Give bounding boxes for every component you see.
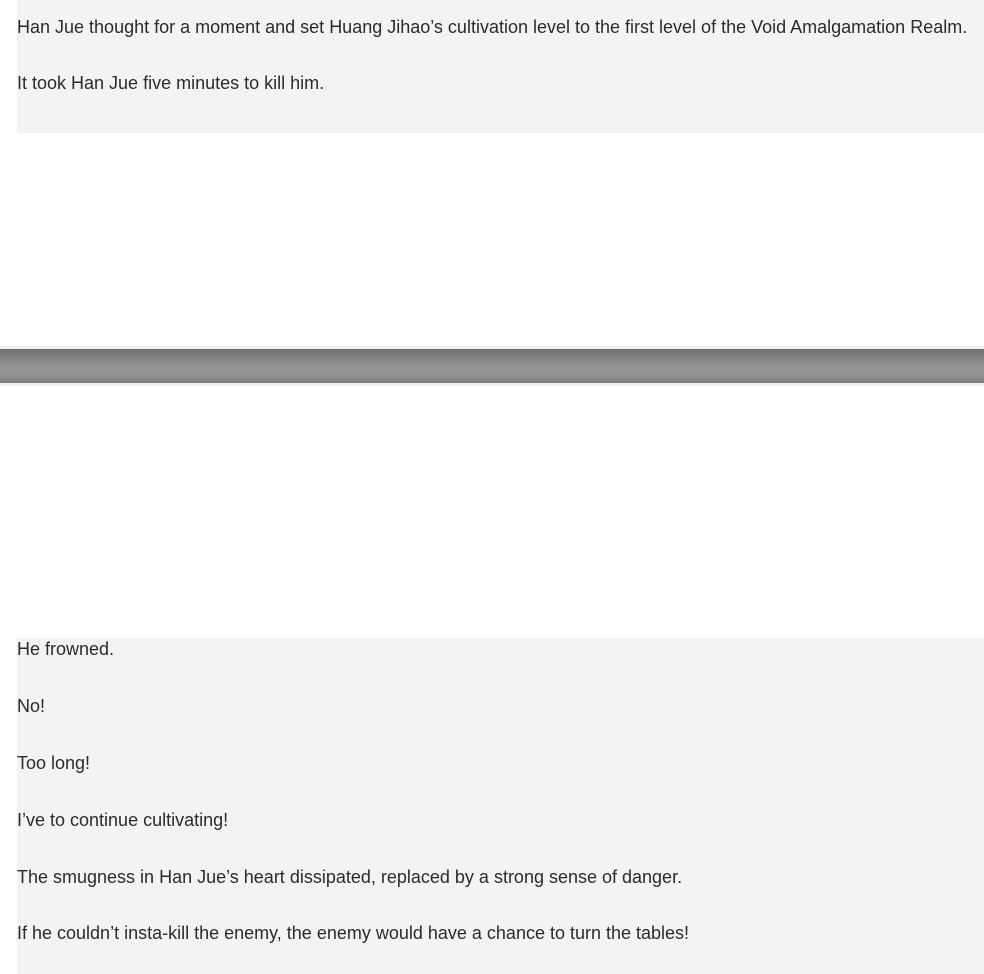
paragraph: No! bbox=[17, 696, 46, 716]
paragraph: It took Han Jue five minutes to kill him. bbox=[17, 73, 325, 93]
ad-slot-upper bbox=[0, 133, 984, 346]
paragraph: Too long! bbox=[17, 753, 91, 773]
ad-divider-bar-fill bbox=[0, 349, 984, 383]
ad-slot-lower bbox=[0, 386, 984, 638]
paragraph: I’ve to continue cultivating! bbox=[17, 810, 229, 830]
paragraph: The smugness in Han Jue’s heart dissipated, replaced by a strong sense of danger. bbox=[17, 867, 683, 887]
chapter-text-block-top bbox=[17, 0, 984, 133]
paragraph: Han Jue thought for a moment and set Huang Jihao’s cultivation level to the first level of the Void Amalgamation Realm. bbox=[17, 17, 968, 37]
paragraph: He frowned. bbox=[17, 639, 115, 659]
chapter-text-block-bottom bbox=[17, 638, 984, 974]
paragraph: If he couldn’t insta-kill the enemy, the enemy would have a chance to turn the tables! bbox=[17, 923, 690, 943]
ad-divider-bar[interactable] bbox=[0, 346, 984, 386]
